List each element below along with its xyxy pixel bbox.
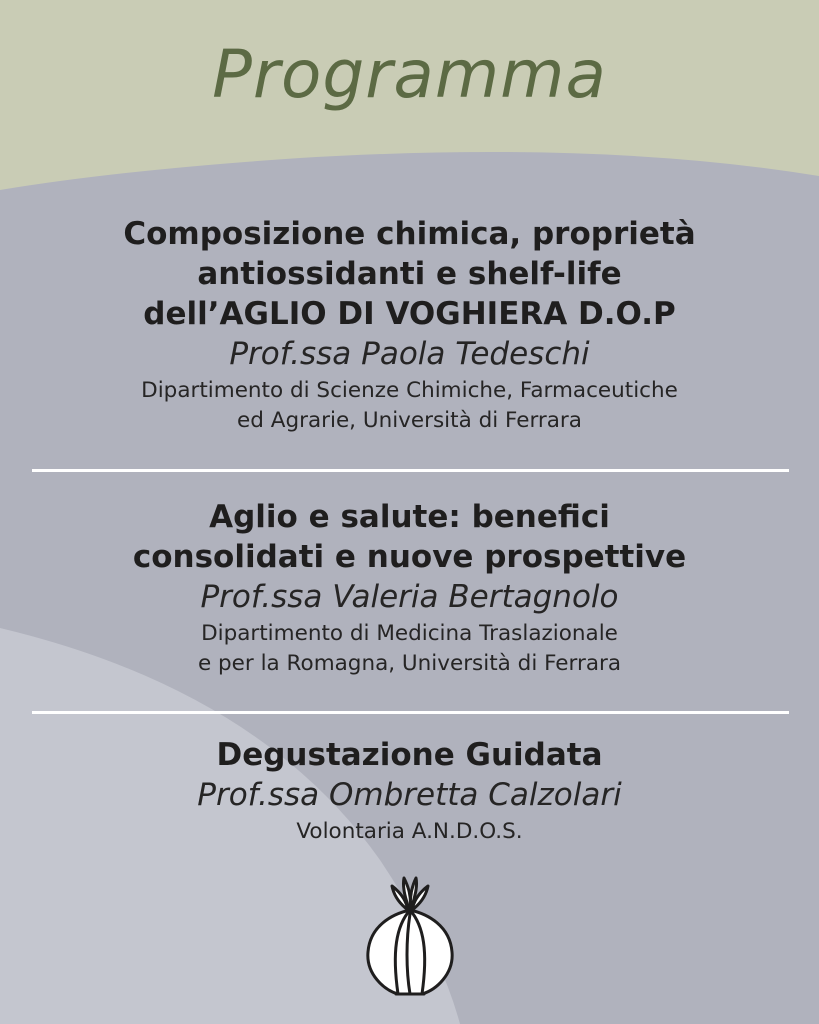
garlic-icon	[362, 874, 458, 1002]
talk-title	[0, 735, 819, 775]
talk-title-line: Degustazione Guidata	[216, 737, 603, 773]
divider	[32, 711, 789, 714]
talk-title-line: Aglio e salute: benefici	[209, 499, 610, 535]
talk-title-line: consolidati e nuove prospettive	[132, 539, 687, 575]
affiliation-line: ed Agrarie, Università di Ferrara	[237, 408, 582, 433]
affiliation-line: Dipartimento di Scienze Chimiche, Farmaceutiche	[141, 378, 678, 403]
session-3	[0, 735, 819, 847]
affiliation	[0, 817, 819, 847]
affiliation	[0, 619, 819, 679]
affiliation	[0, 376, 819, 436]
divider	[32, 469, 789, 472]
session-1	[0, 214, 819, 436]
talk-title-line: antiossidanti e shelf-life	[197, 256, 622, 292]
speaker-name: Prof.ssa Ombretta Calzolari	[197, 777, 622, 813]
affiliation-line: Volontaria A.N.D.O.S.	[296, 819, 523, 844]
talk-title	[0, 214, 819, 334]
page-title: Programma	[212, 36, 607, 113]
speaker-name: Prof.ssa Paola Tedeschi	[229, 336, 590, 372]
talk-title-line: Composizione chimica, proprietà	[123, 216, 696, 252]
session-2	[0, 497, 819, 679]
affiliation-line: Dipartimento di Medicina Traslazionale	[201, 621, 618, 646]
talk-title	[0, 497, 819, 577]
speaker-name: Prof.ssa Valeria Bertagnolo	[200, 579, 619, 615]
affiliation-line: e per la Romagna, Università di Ferrara	[197, 651, 622, 676]
talk-title-line: dell’AGLIO DI VOGHIERA D.O.P	[143, 296, 676, 332]
